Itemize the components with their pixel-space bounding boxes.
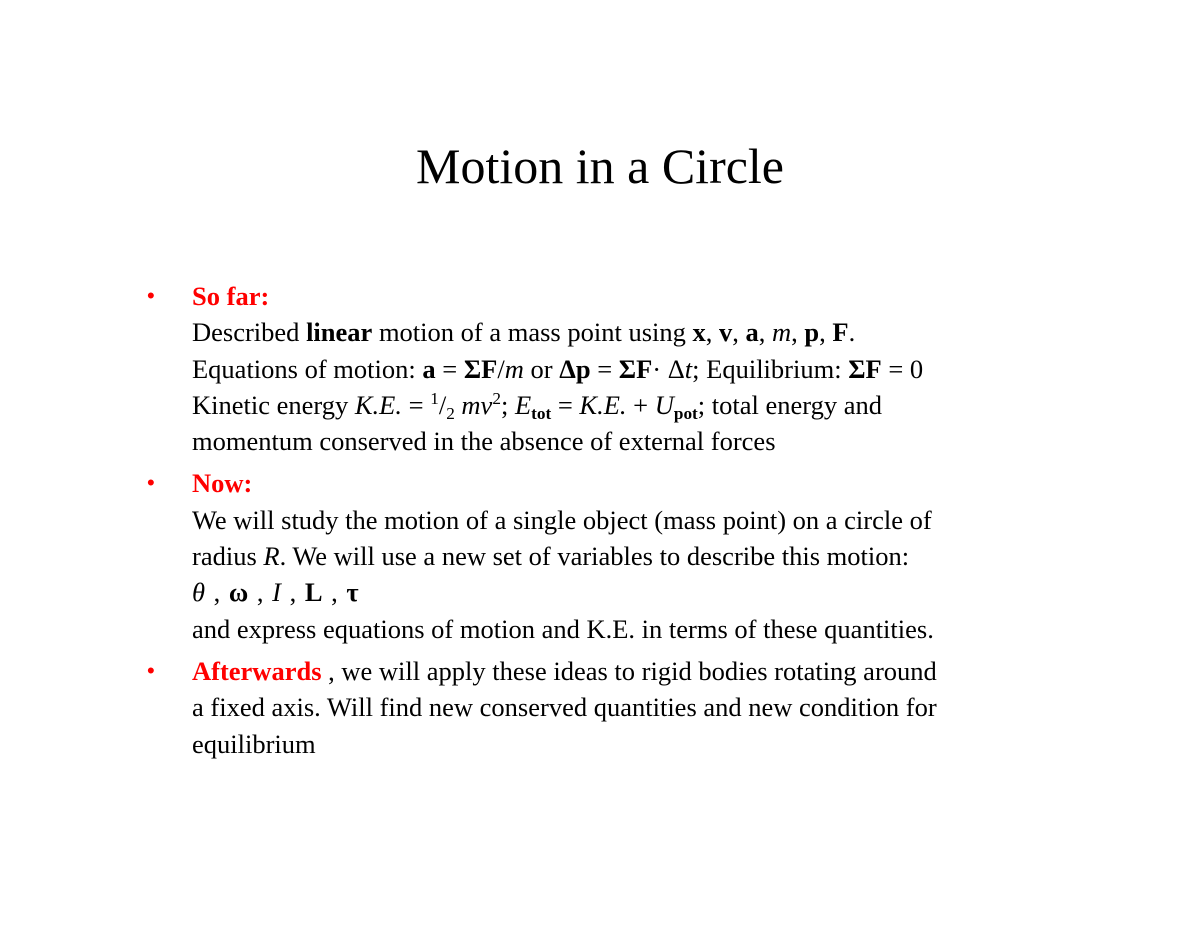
bullet-list (145, 278, 1105, 768)
angular-momentum-symbol: L (304, 577, 324, 608)
variables-line: θ , ω , I , L , τ (192, 577, 360, 608)
text-line: momentum conserved in the absence of external forces (192, 426, 776, 457)
bullet-afterwards (145, 653, 1105, 762)
text-line: equilibrium (192, 728, 316, 759)
text-line: a fixed axis. Will find new conserved quantities and new condition for (192, 692, 937, 723)
torque-symbol: τ (346, 577, 360, 608)
text-line: Described linear motion of a mass point using x, v, a, m, p, F. (192, 317, 856, 348)
text-line: Equations of motion: a = ΣF/m or Δp = ΣF· Δt; Equilibrium: ΣF = 0 (192, 353, 924, 384)
bullet-icon: • (147, 283, 155, 308)
bullet-icon: • (147, 657, 155, 683)
inertia-symbol: I (272, 577, 282, 608)
text-line: Kinetic energy K.E. = $^1/_2$ $mv^2$; $E_{tot} = K.E$. + $U_{pot}$; total energy and (192, 389, 883, 424)
bullet-heading: So far: (192, 281, 270, 311)
bullet-so-far (145, 278, 1105, 459)
text-line: radius R. We will use a new set of variables to describe this motion: (192, 541, 910, 572)
bullet-heading: Now: (192, 468, 253, 499)
bullet-heading: Afterwards (192, 655, 322, 686)
omega-symbol: ω (228, 577, 250, 608)
text-line: and express equations of motion and K.E. in terms of these quantities. (192, 613, 934, 644)
text-line: We will study the motion of a single object (mass point) on a circle of (192, 504, 932, 535)
bullet-now (145, 465, 1105, 646)
text-line: Afterwards , we will apply these ideas to rigid bodies rotating around (192, 655, 937, 686)
bullet-icon: • (147, 470, 155, 496)
slide-title: Motion in a Circle (416, 138, 784, 194)
theta-symbol: θ (192, 577, 207, 608)
